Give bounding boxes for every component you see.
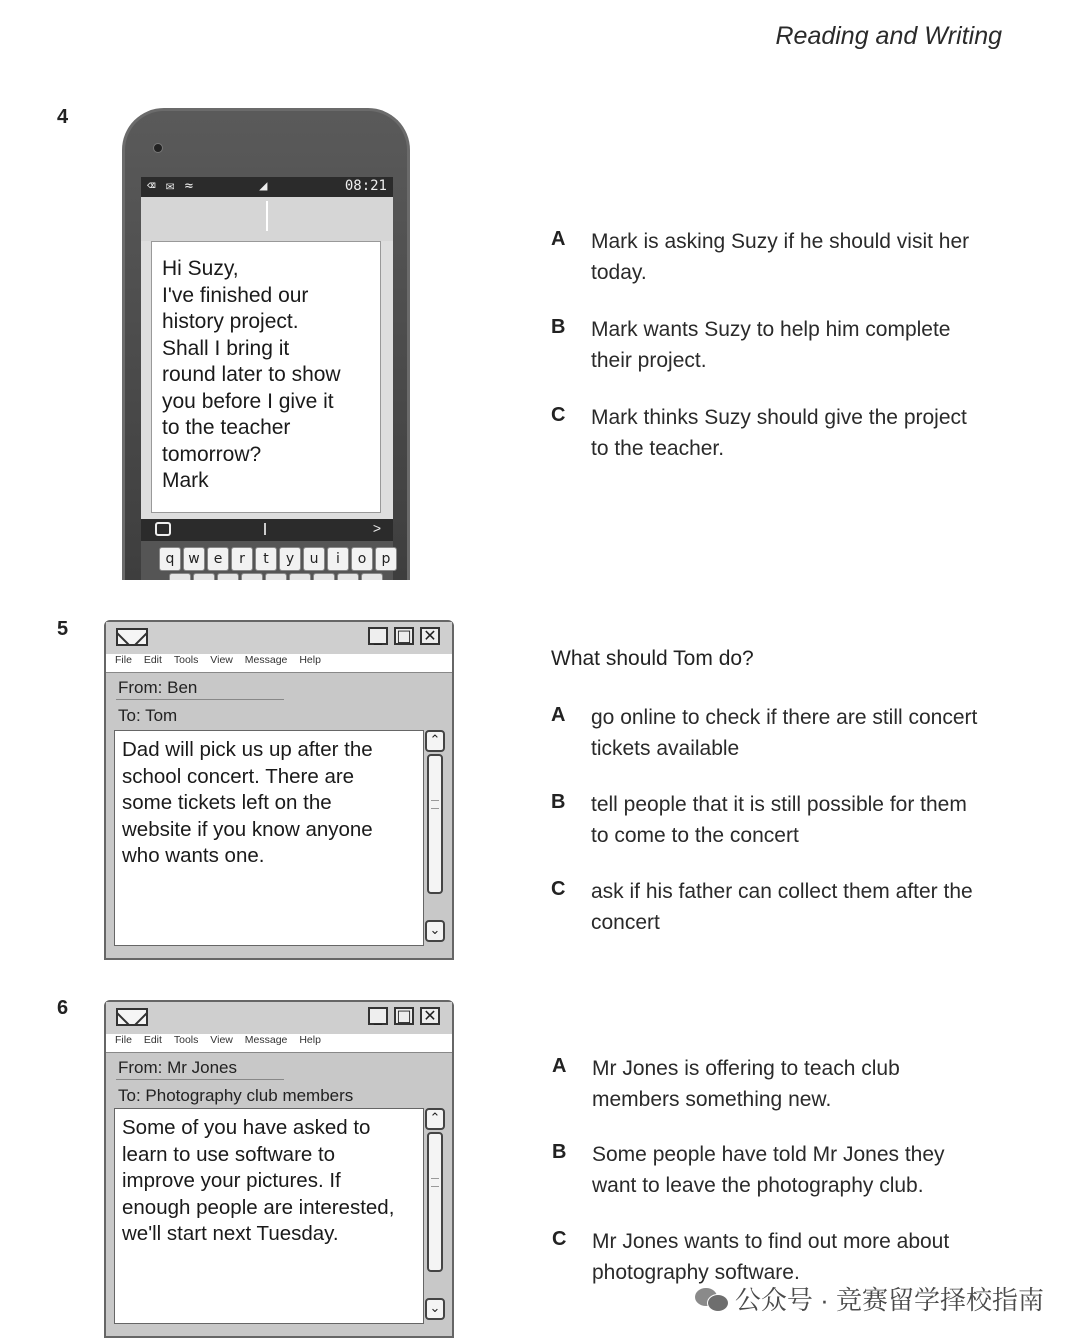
compose-divider xyxy=(264,523,266,535)
keyboard-key: y xyxy=(279,547,301,571)
text-message-bubble xyxy=(151,241,381,513)
keyboard-key: t xyxy=(255,547,277,571)
text-cursor xyxy=(266,201,268,231)
envelope-icon xyxy=(116,1008,148,1026)
scroll-thumb xyxy=(427,1132,443,1272)
window-title-bar xyxy=(106,622,452,655)
menu-item-help: Help xyxy=(299,654,321,666)
email-from-row xyxy=(106,674,452,702)
menu-item-message: Message xyxy=(244,654,288,666)
close-icon: ✕ xyxy=(420,1007,440,1025)
question-lead: What should Tom do? xyxy=(551,647,754,670)
keyboard-row xyxy=(159,547,397,571)
keyboard-key: p xyxy=(375,547,397,571)
menu-bar xyxy=(106,654,452,673)
menu-item-file: File xyxy=(115,1034,132,1046)
option-letter: A xyxy=(551,228,566,250)
keyboard-key: r xyxy=(231,547,253,571)
option-letter: B xyxy=(552,1141,567,1163)
wechat-icon xyxy=(695,1286,729,1312)
maximize-icon: □ xyxy=(394,1007,414,1025)
email-body: Dad will pick us up after the school concert. There are some tickets left on the website if you know anyone who wants one. xyxy=(122,738,373,867)
menu-item-file: File xyxy=(115,654,132,666)
scrollbar xyxy=(424,730,448,946)
scroll-up-icon: ⌃ xyxy=(425,1108,445,1130)
scroll-thumb xyxy=(427,754,443,894)
keyboard-key: i xyxy=(327,547,349,571)
envelope-icon xyxy=(116,628,148,646)
phone-compose-bar xyxy=(141,519,393,541)
menu-item-view: View xyxy=(210,654,233,666)
option-letter: C xyxy=(551,404,566,426)
close-icon: ✕ xyxy=(420,627,440,645)
email-to: To: Photography club members xyxy=(118,1086,354,1105)
phone-illustration xyxy=(122,108,410,580)
phone-screen xyxy=(141,241,393,519)
keyboard-key: w xyxy=(183,547,205,571)
option-letter: A xyxy=(551,704,566,726)
email-to-row xyxy=(106,702,452,730)
scrollbar xyxy=(424,1108,448,1324)
phone-camera xyxy=(153,143,163,153)
menu-item-tools: Tools xyxy=(173,654,199,666)
option-text: Mark is asking Suzy if he should visit her today. xyxy=(591,230,970,284)
scroll-up-icon: ⌃ xyxy=(425,730,445,752)
minimize-icon: _ xyxy=(368,1007,388,1025)
phone-keyboard xyxy=(141,541,393,580)
option-text: Mark wants Suzy to help him complete their project. xyxy=(591,318,951,372)
email-body-pane xyxy=(114,1108,424,1324)
menu-item-edit: Edit xyxy=(143,1034,162,1046)
scroll-down-icon: ⌄ xyxy=(425,920,445,942)
email-window xyxy=(104,620,454,960)
page-header: Reading and Writing xyxy=(775,22,1002,50)
email-from-row xyxy=(106,1054,452,1082)
option-letter: C xyxy=(552,1228,567,1250)
option-letter: B xyxy=(551,316,566,338)
option-letter: B xyxy=(551,791,566,813)
status-icons: ⌫ ✉ ≈ xyxy=(147,178,195,194)
keyboard-key: q xyxy=(159,547,181,571)
option-text: tell people that it is still possible for them to come to the concert xyxy=(591,793,967,847)
email-body: Some of you have asked to learn to use software to improve your pictures. If enough people are interested, we'll start next Tuesday. xyxy=(122,1116,395,1245)
keyboard-row-partial xyxy=(169,573,383,580)
menu-item-edit: Edit xyxy=(143,654,162,666)
phone-status-bar xyxy=(141,177,393,197)
window-title-bar xyxy=(106,1002,452,1035)
option-text: ask if his father can collect them after the concert xyxy=(591,880,973,934)
watermark xyxy=(695,1280,1044,1317)
email-to: To: Tom xyxy=(118,706,178,725)
keyboard-key: o xyxy=(351,547,373,571)
option-text: Some people have told Mr Jones they want to leave the photography club. xyxy=(592,1143,945,1197)
email-body-pane xyxy=(114,730,424,946)
status-time: 08:21 xyxy=(344,178,387,194)
signal-icon: ◢ xyxy=(259,178,268,194)
email-from: From: Mr Jones xyxy=(118,1058,238,1077)
option-text: go online to check if there are still concert tickets available xyxy=(591,706,978,760)
watermark-text: 公众号 · 竞赛留学择校指南 xyxy=(734,1285,1044,1315)
menu-item-help: Help xyxy=(299,1034,321,1046)
option-text: Mr Jones is offering to teach club members something new. xyxy=(592,1057,900,1111)
minimize-icon: _ xyxy=(368,627,388,645)
menu-item-tools: Tools xyxy=(173,1034,199,1046)
question-number: 5 xyxy=(57,618,69,640)
phone-input-area xyxy=(141,197,393,241)
send-arrow-icon: > xyxy=(372,520,381,536)
camera-icon xyxy=(155,522,171,536)
option-text: Mr Jones wants to find out more about photography software. xyxy=(592,1230,950,1284)
email-window xyxy=(104,1000,454,1338)
question-number: 6 xyxy=(57,997,69,1019)
question-number: 4 xyxy=(57,106,69,128)
menu-item-message: Message xyxy=(244,1034,288,1046)
option-letter: C xyxy=(551,878,566,900)
option-text: Mark thinks Suzy should give the project to the teacher. xyxy=(591,406,967,460)
option-letter: A xyxy=(552,1055,567,1077)
email-to-row xyxy=(106,1082,452,1110)
menu-bar xyxy=(106,1034,452,1053)
menu-item-view: View xyxy=(210,1034,233,1046)
keyboard-key: u xyxy=(303,547,325,571)
scroll-down-icon: ⌄ xyxy=(425,1298,445,1320)
keyboard-key: e xyxy=(207,547,229,571)
email-from: From: Ben xyxy=(118,678,198,697)
maximize-icon: □ xyxy=(394,627,414,645)
text-message: Hi Suzy, I've finished our history project. Shall I bring it round later to show you before I give it to the teacher tomorrow? Mark xyxy=(162,257,341,492)
